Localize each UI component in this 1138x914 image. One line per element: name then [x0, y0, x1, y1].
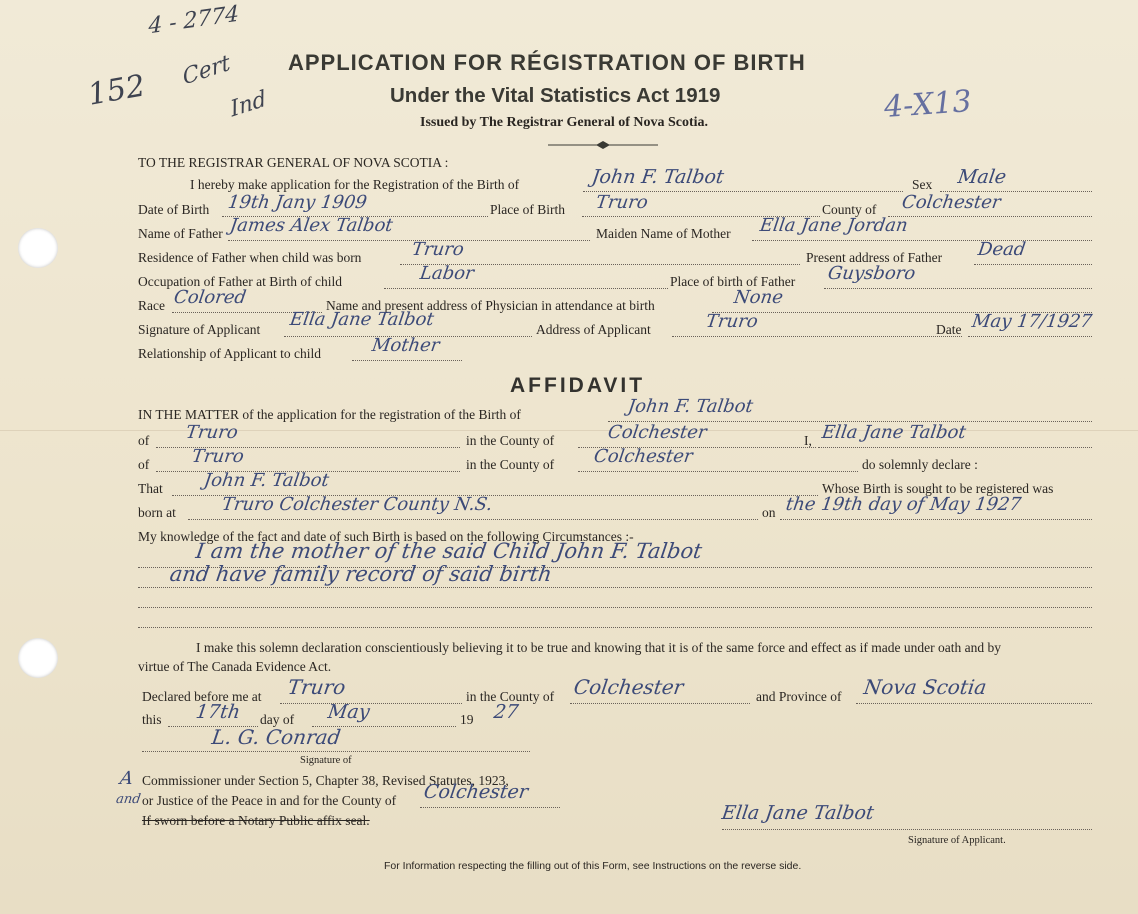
on-label: on [762, 505, 776, 520]
intro-label: I hereby make application for the Registration of the Birth of [190, 177, 520, 192]
ornament-divider [548, 140, 658, 150]
occupation-label: Occupation of Father at Birth of child [138, 274, 342, 289]
father-line [228, 239, 590, 241]
solemn-line-1: I make this solemn declaration conscientiously believing it to be true and knowing that it is of the same force and effect as if made under oath and by [196, 640, 1002, 655]
applicant-address-line [672, 335, 962, 337]
year-suffix: 27 [492, 701, 520, 723]
county-value: Colchester [900, 192, 1002, 213]
sex-label: Sex [912, 177, 933, 192]
form-title: APPLICATION FOR RÉGISTRATION OF BIRTH [288, 50, 806, 75]
on-line [780, 518, 1092, 520]
justice-county-value: Colchester [422, 781, 530, 803]
child-name-value: John F. Talbot [590, 166, 726, 188]
date-label: Date [936, 322, 962, 337]
circumstance-line-4 [138, 626, 1092, 628]
notary-note: If sworn before a Notary Public affix seal. [142, 813, 370, 828]
footer-note: For Information respecting the filling out of this Form, see Instructions on the reverse side. [384, 860, 802, 872]
physician-label: Name and present address of Physician in attendance at birth [326, 298, 655, 313]
mother-maiden-line [752, 239, 1092, 241]
in-matter-label: IN THE MATTER of the application for the registration of the Birth of [138, 407, 521, 422]
commissioner-mark: A [118, 768, 135, 789]
of-value-2: Truro [190, 446, 246, 467]
province-value: Nova Scotia [862, 675, 989, 699]
race-value: Colored [172, 287, 248, 308]
day-value: 17th [194, 701, 242, 723]
day-of-label: day of [260, 712, 295, 727]
date-value: May 17/1927 [970, 311, 1094, 332]
county-value-2: Colchester [592, 446, 694, 467]
declarant-value: Ella Jane Talbot [820, 422, 968, 443]
applicant-address-value: Truro [704, 311, 760, 332]
province-label: and Province of [756, 689, 842, 704]
and-mark: and [115, 792, 142, 807]
relationship-value: Mother [370, 335, 441, 356]
affidavit-heading: AFFIDAVIT [510, 374, 646, 397]
county-label: County of [822, 202, 877, 217]
place-label: Place of Birth [490, 202, 565, 217]
mother-maiden-value: Ella Jane Jordan [758, 215, 910, 236]
father-birthplace-line [824, 287, 1092, 289]
affidavit-child-value: John F. Talbot [626, 396, 755, 417]
declared-county-label: in the County of [466, 689, 555, 704]
commissioner-signature-line [142, 750, 530, 752]
that-label: That [138, 481, 163, 496]
margin-note-cert: Cert [180, 50, 233, 91]
solemn-line-2: virtue of The Canada Evidence Act. [138, 659, 332, 674]
born-at-value: Truro Colchester County N.S. [220, 494, 494, 515]
present-addr-label: Present address of Father [806, 250, 943, 265]
year-prefix: 19 [460, 712, 474, 727]
residence-value: Truro [410, 239, 466, 260]
margin-note-ind: Ind [228, 86, 269, 123]
applicant-address-label: Address of Applicant [536, 322, 651, 337]
fold-line [0, 430, 1138, 431]
punch-hole-bottom [18, 638, 58, 678]
relationship-line [352, 359, 462, 361]
punch-hole-top [18, 228, 58, 268]
whose-birth-label: Whose Birth is sought to be registered was [822, 481, 1054, 496]
mother-maiden-label: Maiden Name of Mother [596, 226, 731, 241]
place-value: Truro [594, 192, 650, 213]
circumstance-line-2 [138, 586, 1092, 588]
justice-county-line [420, 806, 560, 808]
circumstance-line-3 [138, 606, 1092, 608]
month-value: May [326, 701, 372, 723]
date-line [968, 335, 1092, 337]
county-line-2 [578, 470, 858, 472]
county-line [888, 215, 1092, 217]
declarant-line [818, 446, 1092, 448]
on-value: the 19th day of May 1927 [784, 494, 1023, 515]
sex-value: Male [956, 166, 1008, 188]
county-label-1: in the County of [466, 433, 555, 448]
declared-at-value: Truro [286, 675, 348, 699]
race-label: Race [138, 298, 165, 313]
circumstance-1: I am the mother of the said Child John F. Talbot [194, 539, 704, 563]
margin-note-file-number: 4 - 2774 [148, 1, 239, 40]
father-birthplace-label: Place of birth of Father [670, 274, 796, 289]
province-line [856, 702, 1092, 704]
physician-value: None [732, 287, 785, 308]
born-at-label: born at [138, 505, 176, 520]
relationship-label: Relationship of Applicant to child [138, 346, 321, 361]
father-birthplace-value: Guysboro [826, 263, 917, 284]
issued-by: Issued by The Registrar General of Nova Scotia. [420, 115, 709, 130]
declare-label: do solemnly declare : [862, 457, 978, 472]
signature-value: Ella Jane Talbot [288, 309, 436, 330]
declared-county-line [570, 702, 750, 704]
occupation-line [384, 287, 668, 289]
this-label: this [142, 712, 162, 727]
applicant-signature-line [722, 828, 1092, 830]
applicant-signature: Ella Jane Talbot [720, 802, 876, 824]
salutation: TO THE REGISTRAR GENERAL OF NOVA SCOTIA : [138, 155, 449, 170]
declared-county-value: Colchester [572, 675, 686, 699]
present-addr-line [974, 263, 1092, 265]
residence-label: Residence of Father when child was born [138, 250, 362, 265]
commissioner-signature: L. G. Conrad [210, 725, 343, 749]
dob-label: Date of Birth [138, 202, 210, 217]
signature-of-label: Signature of [300, 755, 352, 766]
dob-value: 19th Jany 1909 [226, 192, 369, 213]
knowledge-label: My knowledge of the fact and date of such Birth is based on the following Circumstances :- [138, 529, 634, 544]
i-label: I, [804, 433, 812, 448]
form-subtitle: Under the Vital Statistics Act 1919 [390, 84, 721, 107]
commissioner-text: Commissioner under Section 5, Chapter 38, Revised Statutes, 1923, [142, 773, 509, 788]
justice-text: or Justice of the Peace in and for the County of [142, 793, 397, 808]
of-label-2: of [138, 457, 150, 472]
of-label-1: of [138, 433, 150, 448]
father-label: Name of Father [138, 226, 223, 241]
born-at-line [188, 518, 758, 520]
applicant-signature-label: Signature of Applicant. [908, 835, 1006, 846]
that-value: John F. Talbot [202, 470, 331, 491]
circumstance-2: and have family record of said birth [168, 562, 554, 586]
declared-label: Declared before me at [142, 689, 262, 704]
occupation-value: Labor [418, 263, 476, 284]
father-value: James Alex Talbot [228, 215, 395, 236]
margin-note-top-right: 4-X13 [882, 83, 973, 126]
signature-label: Signature of Applicant [138, 322, 261, 337]
margin-note-152: 152 [85, 68, 148, 113]
of-value-1: Truro [184, 422, 240, 443]
county-value-1: Colchester [606, 422, 708, 443]
present-addr-value: Dead [976, 239, 1027, 260]
county-label-2: in the County of [466, 457, 555, 472]
